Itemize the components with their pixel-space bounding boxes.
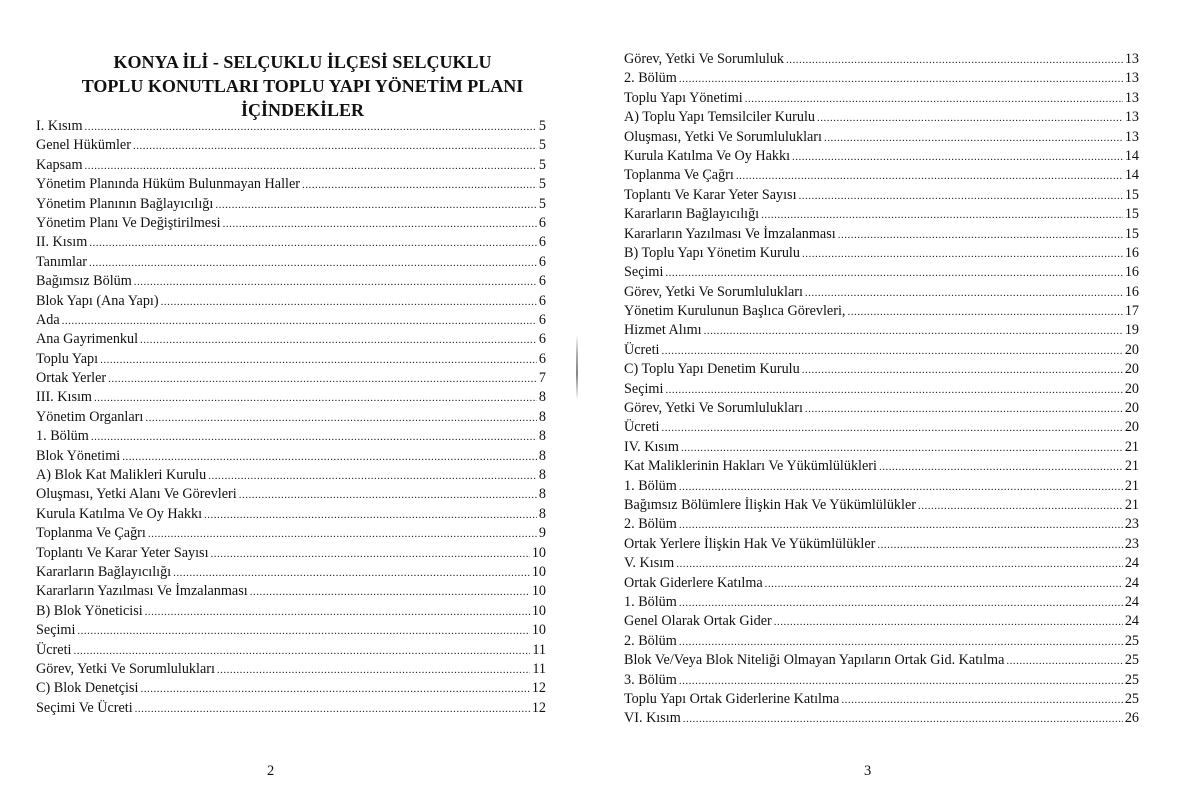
- toc-entry-label: Hizmet Alımı: [624, 322, 702, 339]
- toc-entry-page: 15: [1124, 225, 1139, 242]
- toc-entry-label: Seçimi: [624, 380, 664, 397]
- toc-entry: [624, 709, 1139, 728]
- toc-entry-page: 12: [531, 699, 546, 716]
- toc-entry-page: 25: [1124, 690, 1139, 707]
- toc-entry-page: 12: [531, 680, 546, 697]
- toc-entry-label: Blok Ve/Veya Blok Niteliği Olmayan Yapıların Ortak Gid. Katılma: [624, 652, 1005, 669]
- toc-entry-label: Toplanma Ve Çağrı: [36, 525, 146, 542]
- toc-entry: [624, 147, 1139, 166]
- toc-entry-page: 15: [1124, 186, 1139, 203]
- toc-entry: [624, 554, 1139, 573]
- toc-entry-page: 5: [538, 176, 546, 193]
- toc-entry-page: 16: [1124, 264, 1139, 281]
- toc-entry-label: 2. Bölüm: [624, 632, 677, 649]
- toc-entry-page: 19: [1124, 322, 1139, 339]
- toc-entry-label: A) Toplu Yapı Temsilciler Kurulu: [624, 109, 815, 126]
- toc-entry-label: II. Kısım: [36, 234, 88, 251]
- toc-entry: [624, 418, 1139, 437]
- toc-entry-label: 3. Bölüm: [624, 671, 677, 688]
- toc-entry: [36, 311, 546, 330]
- dot-leader: [135, 700, 530, 719]
- toc-entry-label: 1. Bölüm: [624, 593, 677, 610]
- toc-entry-label: Yönetim Planında Hüküm Bulunmayan Haller: [36, 176, 300, 193]
- toc-entry: [36, 233, 546, 252]
- toc-entry: [624, 89, 1139, 108]
- dot-leader: [62, 312, 537, 331]
- dot-leader: [679, 478, 1123, 497]
- toc-entry-page: 6: [538, 292, 546, 309]
- toc-entry-label: Blok Yönetimi: [36, 447, 121, 464]
- toc-entry-label: Ortak Yerler: [36, 370, 107, 387]
- toc-entry-label: Seçimi Ve Ücreti: [36, 699, 133, 716]
- toc-entry-page: 5: [538, 137, 546, 154]
- toc-entry-label: Ada: [36, 311, 60, 328]
- dot-leader: [661, 419, 1122, 438]
- toc-entry-page: 20: [1124, 380, 1139, 397]
- toc-entry-label: Toplu Yapı Ortak Giderlerine Katılma: [624, 690, 840, 707]
- dot-leader: [161, 293, 537, 312]
- dot-leader: [73, 642, 530, 661]
- dot-leader: [676, 555, 1123, 574]
- toc-entry-page: 20: [1124, 361, 1139, 378]
- toc-entry-page: 21: [1124, 458, 1139, 475]
- toc-entry-label: Genel Hükümler: [36, 137, 131, 154]
- toc-entry-page: 13: [1124, 109, 1139, 126]
- toc-entry: [624, 515, 1139, 534]
- page-number: 3: [864, 763, 872, 779]
- title-line: KONYA İLİ - SELÇUKLU İLÇESİ SELÇUKLU: [113, 52, 492, 72]
- dot-leader: [215, 196, 537, 215]
- toc-entry-label: Kurula Katılma Ve Oy Hakkı: [624, 147, 791, 164]
- toc-entry: [624, 671, 1139, 690]
- toc-entry-label: Yönetim Organları: [36, 408, 144, 425]
- toc-entry-page: 25: [1124, 652, 1139, 669]
- toc-entry: [624, 496, 1139, 515]
- toc-entry: [36, 447, 546, 466]
- dot-leader: [94, 389, 537, 408]
- dot-leader: [786, 51, 1123, 70]
- toc-entry-page: 13: [1124, 128, 1139, 145]
- toc-entry-label: B) Blok Yöneticisi: [36, 602, 143, 619]
- toc-entry-label: Genel Olarak Ortak Gider: [624, 613, 772, 630]
- toc-entry: [624, 438, 1139, 457]
- document-title: [30, 50, 575, 122]
- toc-entry: [36, 466, 546, 485]
- toc-entry-label: Kat Maliklerinin Hakları Ve Yükümlülükleri: [624, 458, 877, 475]
- toc-entry-page: 6: [538, 350, 546, 367]
- toc-entry-label: Toplu Yapı: [36, 350, 99, 367]
- toc-entry-page: 8: [538, 428, 546, 445]
- toc-entry: [36, 388, 546, 407]
- toc-entry: [624, 380, 1139, 399]
- toc-entry: [36, 369, 546, 388]
- toc-entry: [624, 360, 1139, 379]
- toc-entry-label: Yönetim Planı Ve Değiştirilmesi: [36, 214, 221, 231]
- dot-leader: [108, 370, 537, 389]
- dot-leader: [824, 129, 1123, 148]
- toc-entry-label: Oluşması, Yetki Alanı Ve Görevleri: [36, 486, 237, 503]
- toc-entry: [624, 108, 1139, 127]
- toc-entry: [36, 524, 546, 543]
- dot-leader: [805, 284, 1123, 303]
- toc-entry: [624, 128, 1139, 147]
- toc-entry-page: 9: [538, 525, 546, 542]
- toc-entry: [624, 341, 1139, 360]
- dot-leader: [204, 506, 537, 525]
- toc-entry-page: 24: [1124, 593, 1139, 610]
- toc-entry: [624, 50, 1139, 69]
- toc-entry-label: Kararların Bağlayıcılığı: [624, 206, 760, 223]
- toc-entry-label: Yönetim Kurulunun Başlıca Görevleri,: [624, 303, 846, 320]
- toc-entry-page: 6: [538, 311, 546, 328]
- dot-leader: [140, 680, 529, 699]
- dot-leader: [838, 226, 1123, 245]
- dot-leader: [145, 409, 537, 428]
- toc-list-left: [36, 117, 546, 718]
- toc-entry-label: A) Blok Kat Malikleri Kurulu: [36, 467, 207, 484]
- right-page: [598, 0, 1196, 798]
- title-line: TOPLU KONUTLARI TOPLU YAPI YÖNETİM PLANI: [81, 76, 524, 96]
- toc-entry: [36, 641, 546, 660]
- toc-entry: [624, 593, 1139, 612]
- dot-leader: [85, 157, 537, 176]
- dot-leader: [91, 428, 537, 447]
- dot-leader: [77, 622, 529, 641]
- toc-entry-page: 13: [1124, 70, 1139, 87]
- dot-leader: [679, 516, 1123, 535]
- toc-entry: [36, 602, 546, 621]
- toc-entry-page: 13: [1124, 51, 1139, 67]
- toc-list-right: [624, 50, 1139, 729]
- dot-leader: [208, 467, 537, 486]
- toc-entry: [624, 166, 1139, 185]
- dot-leader: [679, 594, 1123, 613]
- toc-entry: [624, 457, 1139, 476]
- dot-leader: [765, 575, 1123, 594]
- toc-entry: [624, 205, 1139, 224]
- toc-entry-label: Seçimi: [36, 622, 76, 639]
- toc-entry-label: Kapsam: [36, 156, 83, 173]
- toc-entry-label: IV. Kısım: [624, 438, 679, 455]
- dot-leader: [665, 264, 1122, 283]
- toc-entry: [36, 699, 546, 718]
- toc-entry-label: 1. Bölüm: [624, 477, 677, 494]
- toc-entry-label: Bağımsız Bölümlere İlişkin Hak Ve Yükümlülükler: [624, 496, 916, 513]
- toc-entry-page: 14: [1124, 167, 1139, 184]
- dot-leader: [250, 583, 530, 602]
- toc-entry-page: 20: [1124, 341, 1139, 358]
- toc-entry: [36, 660, 546, 679]
- toc-entry-label: VI. Kısım: [624, 710, 681, 727]
- dot-leader: [679, 70, 1123, 89]
- toc-entry: [36, 253, 546, 272]
- toc-entry: [36, 427, 546, 446]
- dot-leader: [679, 672, 1123, 691]
- toc-entry: [624, 399, 1139, 418]
- toc-entry-page: 21: [1124, 438, 1139, 455]
- toc-entry: [624, 69, 1139, 88]
- dot-leader: [704, 322, 1123, 341]
- toc-entry-page: 8: [538, 447, 546, 464]
- toc-entry: [36, 175, 546, 194]
- toc-entry-label: Ortak Giderlere Katılma: [624, 574, 763, 591]
- toc-entry: [624, 263, 1139, 282]
- toc-entry: [36, 485, 546, 504]
- toc-entry-label: Görev, Yetki Ve Sorumlulukları: [624, 283, 803, 300]
- toc-entry-label: Ücreti: [36, 641, 72, 658]
- toc-entry-page: 11: [532, 641, 546, 658]
- toc-entry-page: 6: [538, 331, 546, 348]
- toc-entry-page: 5: [538, 195, 546, 212]
- toc-entry: [36, 136, 546, 155]
- toc-entry: [36, 621, 546, 640]
- toc-entry-label: Ana Gayrimenkul: [36, 331, 139, 348]
- toc-entry-page: 23: [1124, 535, 1139, 552]
- dot-leader: [302, 176, 537, 195]
- toc-entry: [36, 117, 546, 136]
- toc-entry: [36, 408, 546, 427]
- toc-entry-page: 21: [1124, 496, 1139, 513]
- toc-entry: [36, 544, 546, 563]
- dot-leader: [736, 167, 1123, 186]
- dot-leader: [792, 148, 1123, 167]
- toc-entry-label: Görev, Yetki Ve Sorumluluk: [624, 51, 785, 67]
- dot-leader: [761, 206, 1123, 225]
- toc-entry: [624, 574, 1139, 593]
- toc-entry-label: Tanımlar: [36, 253, 88, 270]
- toc-entry-page: 8: [538, 505, 546, 522]
- dot-leader: [802, 361, 1123, 380]
- dot-leader: [877, 536, 1122, 555]
- toc-entry-label: Ücreti: [624, 341, 660, 358]
- toc-entry: [36, 272, 546, 291]
- toc-entry-label: B) Toplu Yapı Yönetim Kurulu: [624, 244, 800, 261]
- toc-entry-page: 24: [1124, 555, 1139, 572]
- toc-entry-page: 20: [1124, 400, 1139, 417]
- dot-leader: [89, 254, 537, 273]
- dot-leader: [879, 458, 1123, 477]
- toc-entry-page: 6: [538, 234, 546, 251]
- toc-entry-page: 24: [1124, 613, 1139, 630]
- dot-leader: [133, 137, 537, 156]
- toc-entry-label: Kararların Yazılması Ve İmzalanması: [624, 225, 836, 242]
- toc-entry-label: Toplantı Ve Karar Yeter Sayısı: [36, 544, 209, 561]
- toc-entry: [624, 225, 1139, 244]
- dot-leader: [148, 525, 537, 544]
- toc-entry-label: V. Kısım: [624, 555, 675, 572]
- toc-entry-page: 25: [1124, 632, 1139, 649]
- toc-entry-page: 11: [532, 660, 546, 677]
- toc-entry-page: 6: [538, 214, 546, 231]
- toc-entry: [624, 302, 1139, 321]
- toc-entry-page: 10: [531, 563, 546, 580]
- dot-leader: [211, 545, 530, 564]
- toc-entry: [36, 350, 546, 369]
- toc-entry: [624, 283, 1139, 302]
- dot-leader: [665, 381, 1122, 400]
- toc-entry: [36, 214, 546, 233]
- toc-entry: [624, 632, 1139, 651]
- toc-entry-page: 10: [531, 602, 546, 619]
- toc-entry: [36, 505, 546, 524]
- toc-entry-label: Kurula Katılma Ve Oy Hakkı: [36, 505, 203, 522]
- toc-entry: [624, 321, 1139, 340]
- toc-entry-page: 16: [1124, 283, 1139, 300]
- dot-leader: [134, 273, 537, 292]
- toc-entry-page: 25: [1124, 671, 1139, 688]
- toc-entry-page: 8: [538, 486, 546, 503]
- dot-leader: [847, 303, 1122, 322]
- toc-entry-label: Oluşması, Yetki Ve Sorumlulukları: [624, 128, 822, 145]
- dot-leader: [802, 245, 1123, 264]
- toc-entry-label: 1. Bölüm: [36, 428, 89, 445]
- dot-leader: [918, 497, 1123, 516]
- dot-leader: [100, 351, 537, 370]
- toc-entry: [36, 563, 546, 582]
- toc-entry-page: 10: [531, 622, 546, 639]
- toc-entry-label: Kararların Bağlayıcılığı: [36, 563, 172, 580]
- toc-entry-label: Görev, Yetki Ve Sorumlulukları: [36, 660, 215, 677]
- toc-entry: [36, 195, 546, 214]
- page-number: 2: [267, 763, 275, 779]
- toc-entry-label: Kararların Yazılması Ve İmzalanması: [36, 583, 248, 600]
- title-line: İÇİNDEKİLER: [240, 100, 365, 120]
- dot-leader: [683, 710, 1123, 729]
- toc-entry-page: 13: [1124, 89, 1139, 106]
- toc-entry-label: 2. Bölüm: [624, 516, 677, 533]
- toc-entry: [624, 651, 1139, 670]
- toc-entry-page: 7: [538, 370, 546, 387]
- toc-entry-label: Ortak Yerlere İlişkin Hak Ve Yükümlülükler: [624, 535, 876, 552]
- toc-entry-page: 14: [1124, 147, 1139, 164]
- toc-entry: [624, 477, 1139, 496]
- toc-entry-page: 17: [1124, 303, 1139, 320]
- dot-leader: [140, 331, 537, 350]
- toc-entry-page: 20: [1124, 419, 1139, 436]
- toc-entry: [36, 330, 546, 349]
- toc-entry: [624, 612, 1139, 631]
- dot-leader: [173, 564, 530, 583]
- toc-entry-label: Görev, Yetki Ve Sorumlulukları: [624, 400, 803, 417]
- toc-entry-page: 10: [531, 583, 546, 600]
- book-spine-shadow: [576, 335, 578, 400]
- toc-entry-page: 26: [1124, 710, 1139, 727]
- dot-leader: [817, 109, 1123, 128]
- toc-entry-label: III. Kısım: [36, 389, 92, 406]
- toc-entry-label: Toplu Yapı Yönetimi: [624, 89, 743, 106]
- toc-entry-page: 6: [538, 273, 546, 290]
- toc-entry: [624, 690, 1139, 709]
- toc-entry: [624, 244, 1139, 263]
- dot-leader: [745, 90, 1123, 109]
- toc-entry-label: Toplanma Ve Çağrı: [624, 167, 734, 184]
- dot-leader: [85, 118, 537, 137]
- toc-entry: [36, 156, 546, 175]
- toc-entry-label: Toplantı Ve Karar Yeter Sayısı: [624, 186, 797, 203]
- dot-leader: [661, 342, 1122, 361]
- toc-entry-label: C) Blok Denetçisi: [36, 680, 139, 697]
- toc-entry-page: 21: [1124, 477, 1139, 494]
- dot-leader: [122, 448, 537, 467]
- toc-entry-page: 10: [531, 544, 546, 561]
- toc-entry-label: Seçimi: [624, 264, 664, 281]
- toc-entry: [624, 535, 1139, 554]
- dot-leader: [1006, 652, 1122, 671]
- toc-entry-page: 15: [1124, 206, 1139, 223]
- toc-entry-label: 2. Bölüm: [624, 70, 677, 87]
- dot-leader: [679, 633, 1123, 652]
- toc-entry-page: 8: [538, 389, 546, 406]
- dot-leader: [239, 486, 537, 505]
- toc-entry: [624, 186, 1139, 205]
- toc-entry-page: 5: [538, 156, 546, 173]
- dot-leader: [799, 187, 1123, 206]
- dot-leader: [681, 439, 1123, 458]
- dot-leader: [223, 215, 537, 234]
- toc-entry-page: 5: [538, 118, 546, 134]
- toc-entry-page: 24: [1124, 574, 1139, 591]
- toc-entry-label: Bağımsız Bölüm: [36, 273, 132, 290]
- toc-entry-page: 8: [538, 408, 546, 425]
- toc-entry-page: 8: [538, 467, 546, 484]
- toc-entry-label: I. Kısım: [36, 118, 83, 134]
- toc-entry-label: Ücreti: [624, 419, 660, 436]
- toc-entry-page: 23: [1124, 516, 1139, 533]
- toc-entry: [36, 292, 546, 311]
- dot-leader: [841, 691, 1122, 710]
- dot-leader: [217, 661, 530, 680]
- dot-leader: [89, 234, 537, 253]
- toc-entry-page: 6: [538, 253, 546, 270]
- toc-entry-label: Yönetim Planının Bağlayıcılığı: [36, 195, 214, 212]
- dot-leader: [774, 613, 1123, 632]
- toc-entry-page: 16: [1124, 244, 1139, 261]
- toc-entry: [36, 582, 546, 601]
- toc-entry-label: C) Toplu Yapı Denetim Kurulu: [624, 361, 800, 378]
- toc-entry-label: Blok Yapı (Ana Yapı): [36, 292, 159, 309]
- toc-entry: [36, 679, 546, 698]
- dot-leader: [145, 603, 530, 622]
- dot-leader: [805, 400, 1123, 419]
